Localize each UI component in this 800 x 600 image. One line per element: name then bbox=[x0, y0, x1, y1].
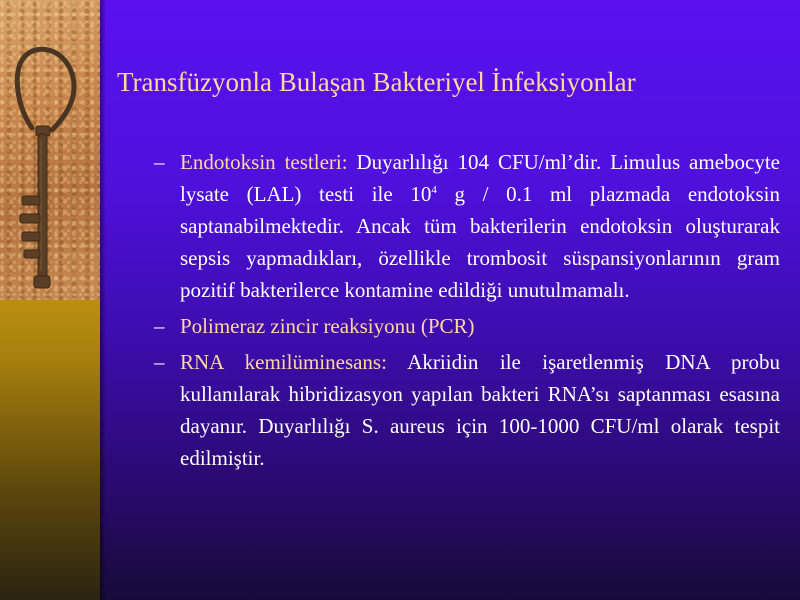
bullet-text: g / 0.1 ml plazmada endotoksin saptanabilmektedir. Ancak tüm bakterilerin endotoksin oluşturarak sepsis yapmadıkları, özellikle trombosit süspansiyonlarının gram pozitif bakterilerce kontamine edildiği unutulmamalı. bbox=[180, 182, 781, 302]
bullet-pcr bbox=[150, 310, 780, 342]
left-band-shadow bbox=[100, 0, 106, 600]
bullet-lead: Polimeraz zincir reaksiyonu (PCR) bbox=[180, 314, 475, 338]
key-icon bbox=[0, 0, 100, 300]
key-photo bbox=[0, 0, 100, 300]
bullet-list bbox=[150, 146, 780, 478]
bullet-lead: RNA kemilüminesans: bbox=[180, 350, 387, 374]
bullet-marker: – bbox=[154, 150, 165, 174]
bullet-rna bbox=[150, 346, 780, 474]
bullet-marker: – bbox=[154, 314, 165, 338]
slide-title: Transfüzyonla Bulaşan Bakteriyel İnfeksiyonlar bbox=[117, 67, 636, 97]
bullet-lead: Endotoksin testleri: bbox=[180, 150, 348, 174]
bullet-endotoksin bbox=[150, 146, 780, 306]
bullet-text: Duyarlılığı 104 CFU/ml’dir. Limulus amebocyte lysate (LAL) testi ile 10 bbox=[180, 150, 780, 206]
bullet-text: Akriidin ile işaretlenmiş DNA probu kullanılarak hibridizasyon yapılan bakteri RNA’sı saptanması esasına dayanır. Duyarlılığı S. aureus için 100-1000 CFU/ml olarak tespit edilmiştir. bbox=[180, 350, 781, 470]
superscript: 4 bbox=[431, 184, 437, 196]
bullet-marker: – bbox=[154, 350, 165, 374]
